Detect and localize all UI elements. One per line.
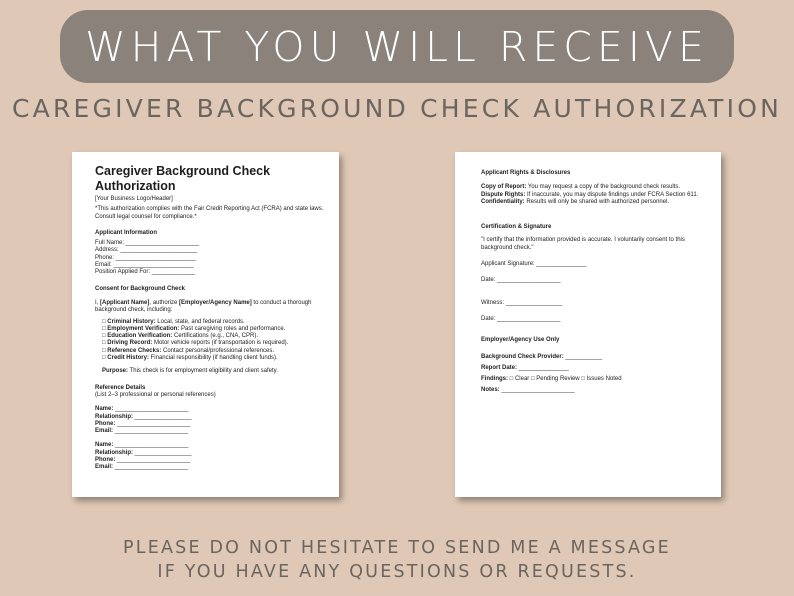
applicant-field: Phone: ________________________ (95, 254, 196, 261)
list-item: □ Credit History: Financial responsibility (if handling client funds). (102, 355, 278, 362)
consent-statement: I, [Applicant Name], authorize [Employer/Agency Name] to conduct a thorough background check, including: (95, 299, 312, 314)
footer-line-1: PLEASE DO NOT HESITATE TO SEND ME A MESSAGE (123, 538, 671, 558)
logo-placeholder: [Your Business Logo/Header] (95, 196, 173, 202)
certification-heading: Certification & Signature (481, 224, 552, 231)
applicant-field: Position Applied For: _____________ (95, 269, 196, 276)
list-item: □ Driving Record: Motor vehicle reports (if transportation is required). (102, 340, 289, 347)
rights-heading: Applicant Rights & Disclosures (481, 170, 571, 176)
employer-heading: Employer/Agency Use Only (481, 337, 560, 344)
list-item: Copy of Report: You may request a copy of the background check results. (481, 184, 681, 191)
list-item: □ Education Verification: Certifications (e.g., CNA, CPR). (102, 333, 258, 340)
reference-field: Name: ______________________ (95, 442, 189, 449)
applicant-heading: Applicant Information (95, 229, 157, 236)
consent-heading: Consent for Background Check (95, 285, 186, 292)
applicant-field: Address: _______________________ (95, 247, 198, 254)
findings-line: Findings: □ Clear □ Pending Review □ Issues Noted (481, 376, 622, 383)
reference-note: (List 2–3 professional or personal references) (95, 391, 216, 398)
banner-title: WHAT YOU WILL RECEIVE (85, 22, 709, 71)
reference-heading: Reference Details (95, 384, 146, 391)
reference-field: Relationship: _________________ (95, 449, 192, 456)
reference-block-1 (95, 406, 325, 435)
header-banner (60, 10, 734, 83)
list-item: □ Reference Checks: Contact personal/professional references. (102, 347, 275, 354)
document-page-1 (72, 152, 339, 497)
document-page-2 (455, 152, 721, 497)
witness-line: Witness: _________________ (481, 299, 563, 306)
reference-field: Phone: ______________________ (95, 457, 191, 464)
reference-field: Relationship: _________________ (95, 413, 192, 420)
report-date-line: Report Date: _______________ (481, 364, 569, 371)
list-item: Dispute Rights: If inaccurate, you may dispute findings under FCRA Section 611. (481, 191, 699, 198)
product-subtitle: CAREGIVER BACKGROUND CHECK AUTHORIZATION (11, 94, 783, 123)
date-line: Date: ___________________ (481, 277, 561, 284)
applicant-field: Email: ________________________ (95, 262, 194, 269)
signature-line: Applicant Signature: _______________ (481, 261, 587, 268)
list-item: □ Criminal History: Local, state, and federal records. (102, 318, 245, 325)
reference-field: Email: ______________________ (95, 428, 189, 435)
provider-line: Background Check Provider: ___________ (481, 353, 603, 360)
purpose-statement: Purpose: This check is for employment eligibility and client safety. (102, 368, 278, 375)
date-line: Date: ___________________ (481, 315, 561, 322)
reference-field: Phone: ______________________ (95, 420, 191, 427)
applicant-field: Full Name: ______________________ (95, 240, 200, 247)
reference-block-2 (95, 442, 325, 471)
document-title: Caregiver Background Check Authorization (95, 164, 271, 193)
list-item: □ Employment Verification: Past caregiving roles and performance. (102, 325, 286, 332)
fcra-disclaimer: *This authorization complies with the Fair Credit Reporting Act (FCRA) and state laws. Consult legal counsel for compliance.* (95, 206, 324, 220)
notes-line: Notes: ______________________ (481, 387, 575, 394)
check-list (95, 319, 325, 363)
reference-field: Name: ______________________ (95, 406, 189, 413)
reference-field: Email: ______________________ (95, 464, 189, 471)
footer-line-2: IF YOU HAVE ANY QUESTIONS OR REQUESTS. (157, 562, 637, 582)
list-item: Confidentiality: Results will only be shared with authorized personnel. (481, 198, 670, 205)
certification-text: "I certify that the information provided is accurate. I voluntarily consent to this background check." (481, 237, 685, 251)
